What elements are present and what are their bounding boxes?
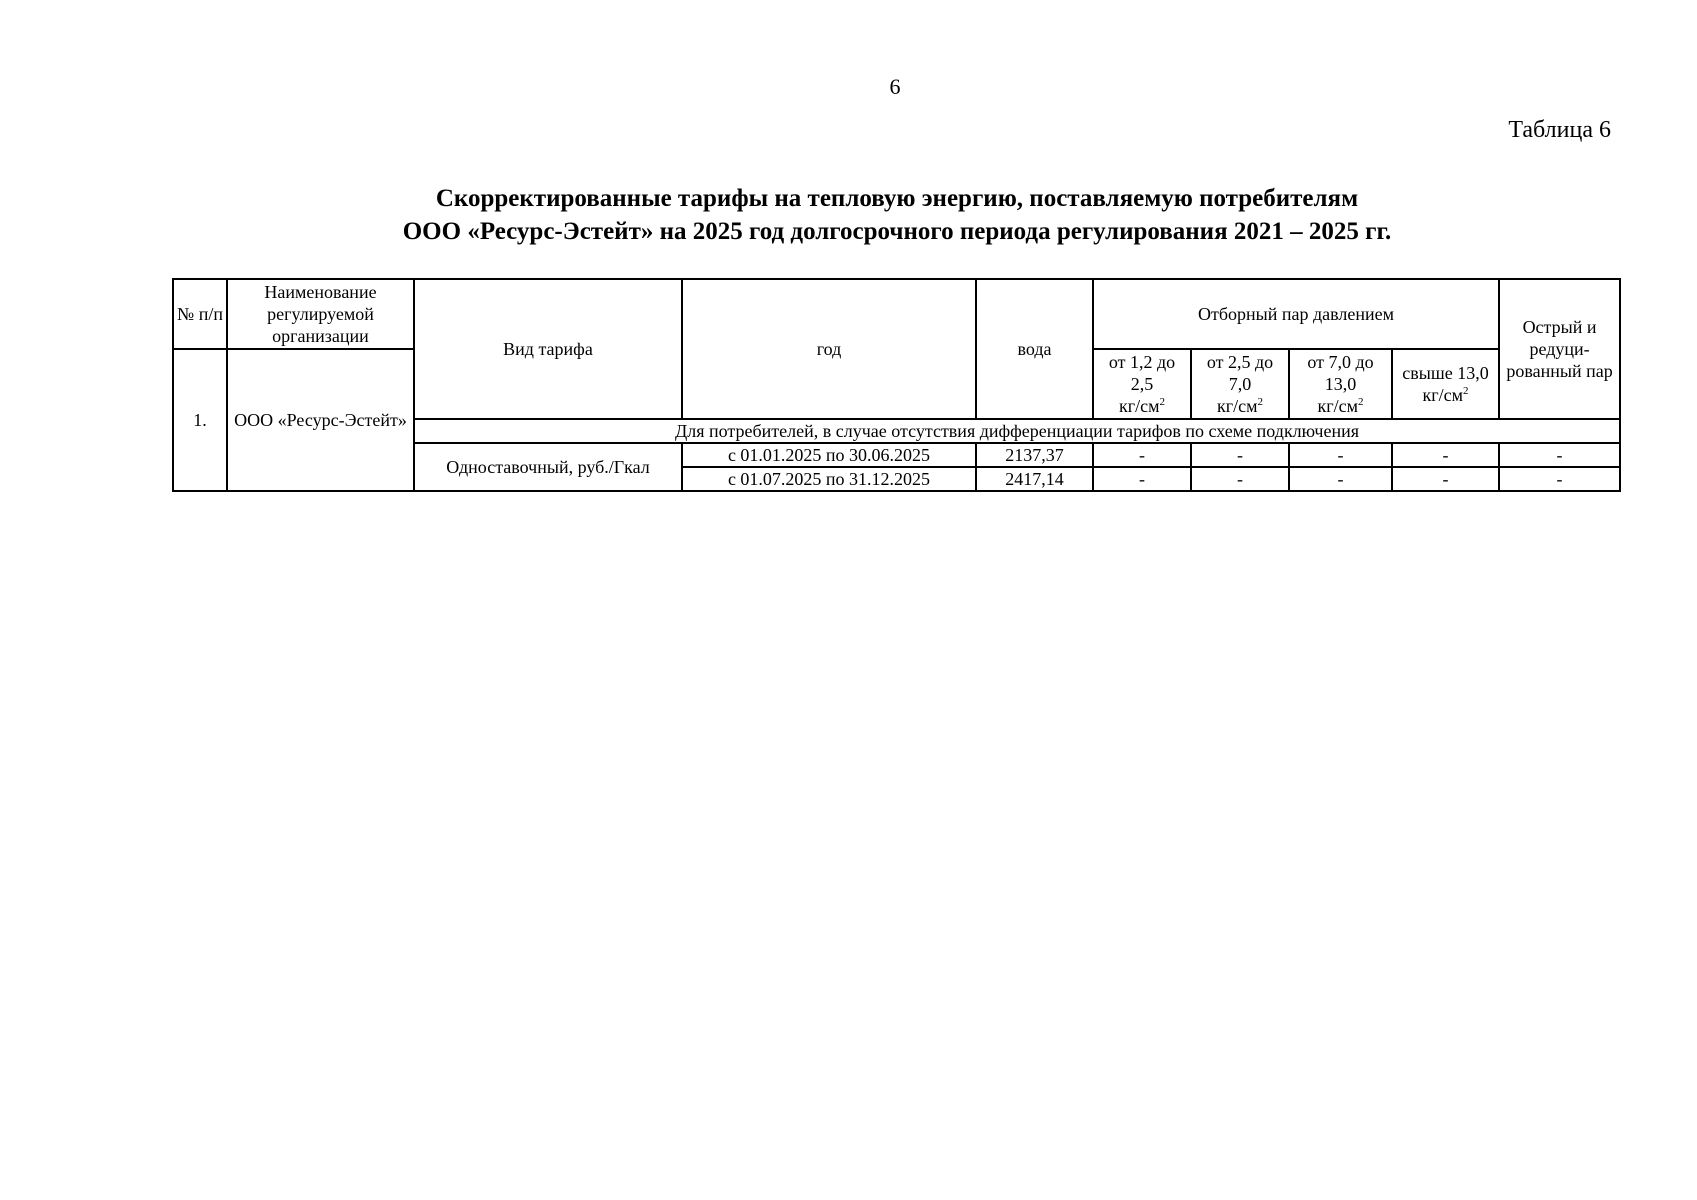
header-steam-2 xyxy=(1191,349,1289,419)
steam-4-range: свыше 13,0 xyxy=(1402,363,1489,383)
unit-base: кг/см xyxy=(1317,396,1358,416)
steam-4-value: - xyxy=(1392,443,1499,467)
header-org-name: Наименование регулируемой организации xyxy=(227,279,414,349)
header-steam-group: Отборный пар давлением xyxy=(1093,279,1499,349)
steam-2-value: - xyxy=(1191,443,1289,467)
unit-base: кг/см xyxy=(1422,385,1464,405)
unit-power: 2 xyxy=(1463,385,1469,397)
sharp-steam-value: - xyxy=(1499,443,1620,467)
steam-1-value: - xyxy=(1093,467,1191,491)
steam-3-unit xyxy=(1317,396,1363,416)
tariff-table xyxy=(172,278,1621,492)
header-steam-3 xyxy=(1289,349,1392,419)
unit-base: кг/см xyxy=(1118,396,1160,416)
steam-3-range: от 7,0 до 13,0 xyxy=(1307,352,1374,394)
header-water: вода xyxy=(976,279,1093,419)
title-line-2: ООО «Ресурс-Эстейт» на 2025 год долгосрочного периода регулирования 2021 – 2025 гг. xyxy=(402,218,1392,245)
unit-power: 2 xyxy=(1159,396,1165,408)
steam-2-unit xyxy=(1217,396,1263,416)
period-cell: с 01.07.2025 по 31.12.2025 xyxy=(682,467,976,491)
sharp-steam-value: - xyxy=(1499,467,1620,491)
header-steam-1 xyxy=(1093,349,1191,419)
unit-power: 2 xyxy=(1257,396,1263,408)
unit-power: 2 xyxy=(1358,396,1364,408)
steam-4-unit xyxy=(1423,385,1469,405)
page-number: 6 xyxy=(889,74,901,99)
table-label: Таблица 6 xyxy=(1508,117,1611,143)
title-line-1: Скорректированные тарифы на тепловую энергию, поставляемую потребителям xyxy=(435,185,1359,212)
table-title xyxy=(172,182,1622,248)
row-num: 1. xyxy=(173,349,227,491)
steam-1-unit xyxy=(1119,396,1165,416)
header-row-1 xyxy=(173,279,1620,349)
steam-3-value: - xyxy=(1289,467,1392,491)
header-sharp-steam: Острый и редуци-рованный пар xyxy=(1499,279,1620,419)
header-num: № п/п xyxy=(173,279,227,349)
row-org: ООО «Ресурс-Эстейт» xyxy=(227,349,414,491)
steam-2-value: - xyxy=(1191,467,1289,491)
steam-3-value: - xyxy=(1289,443,1392,467)
water-value: 2137,37 xyxy=(976,443,1093,467)
header-year: год xyxy=(682,279,976,419)
steam-2-range: от 2,5 до 7,0 xyxy=(1206,352,1274,394)
steam-1-range: от 1,2 до 2,5 xyxy=(1108,352,1176,394)
period-cell: с 01.01.2025 по 30.06.2025 xyxy=(682,443,976,467)
header-steam-4 xyxy=(1392,349,1499,419)
unit-base: кг/см xyxy=(1216,396,1258,416)
section-caption: Для потребителей, в случае отсутствия дифференциации тарифов по схеме подключения xyxy=(414,419,1620,443)
steam-4-value: - xyxy=(1392,467,1499,491)
header-tariff-type: Вид тарифа xyxy=(414,279,682,419)
tariff-type-cell: Одноставочный, руб./Гкал xyxy=(414,443,682,491)
steam-1-value: - xyxy=(1093,443,1191,467)
water-value: 2417,14 xyxy=(976,467,1093,491)
